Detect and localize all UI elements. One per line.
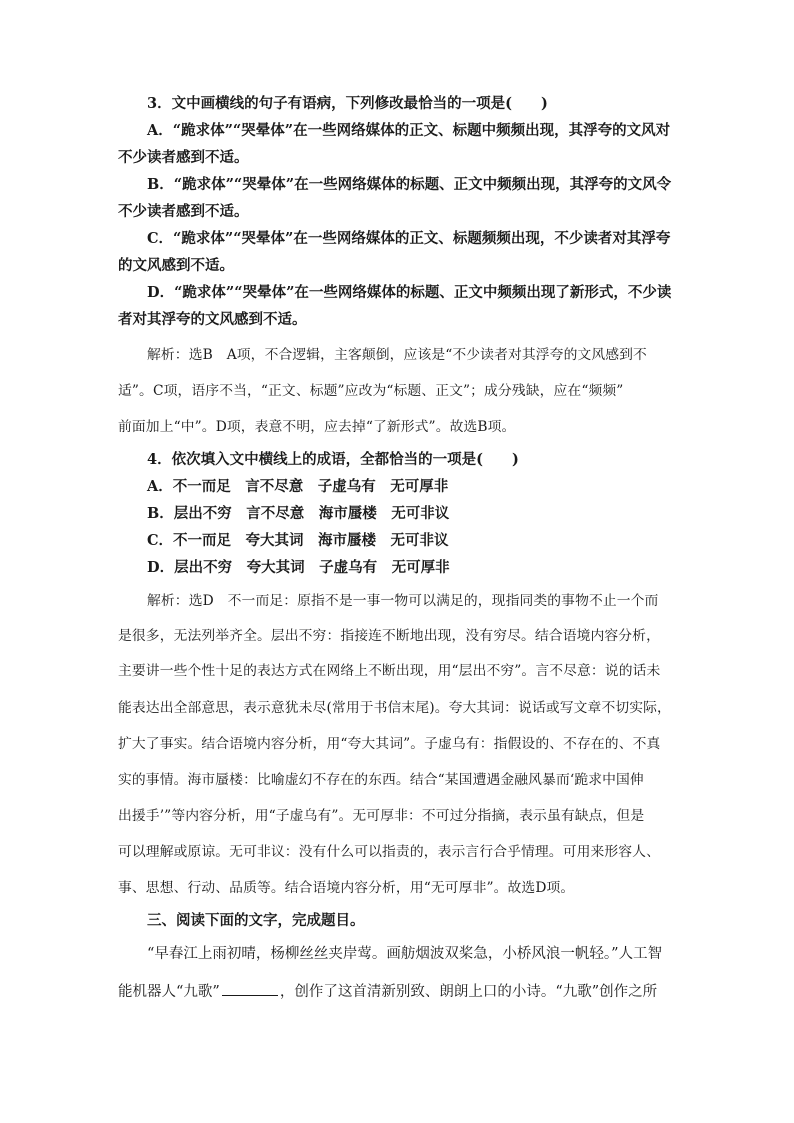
q3-explanation-line3: 前面加上“中”。D项，表意不明，应去掉“了新形式”。故选B项。 bbox=[118, 419, 516, 435]
q3-explanation-line1: 解析：选B A项，不合逻辑，主客颠倒，应该是“不少读者对其浮夸的文风感到不 bbox=[147, 347, 647, 363]
q3-option-d-line2: 者对其浮夸的文风感到不适。 bbox=[118, 311, 307, 328]
q3-explanation-line2: 适”。C项，语序不当，“正文、标题”应改为“标题、正文”；成分残缺，应在“频频” bbox=[118, 383, 624, 399]
q4-stem: 4．依次填入文中横线上的成语，全都恰当的一项是( ) bbox=[147, 451, 519, 468]
q4-explanation-line2: 是很多，无法列举齐全。层出不穷：指接连不断地出现，没有穷尽。结合语境内容分析， bbox=[118, 628, 660, 644]
answer-blank bbox=[222, 981, 278, 996]
q3-option-a-line1: A．“跪求体”“哭晕体”在一些网络媒体的正文、标题中频频出现，其浮夸的文风对 bbox=[147, 122, 671, 139]
section-heading: 三、阅读下面的文字，完成题目。 bbox=[147, 912, 365, 929]
q4-explanation-line3: 主要讲一些个性十足的表达方式在网络上不断出现，用“层出不穷”。言不尽意：说的话未 bbox=[118, 663, 661, 679]
q4-explanation-line8: 可以理解或原谅。无可非议：没有什么可以指责的，表示言行合乎情理。可用来形容人、 bbox=[118, 844, 660, 860]
q4-explanation-line4: 能表达出全部意思，表示意犹未尽(常用于书信末尾)。夸大其词：说话或写文章不切实际， bbox=[118, 700, 671, 716]
passage-line2-end: ，创作了这首清新别致、朗朗上口的小诗。“九歌”创作之所 bbox=[279, 984, 658, 1000]
q4-option-b: B．层出不穷 言不尽意 海市蜃楼 无可非议 bbox=[147, 505, 450, 522]
q3-option-c-line1: C．“跪求体”“哭晕体”在一些网络媒体的正文、标题频频出现，不少读者对其浮夸 bbox=[147, 230, 671, 247]
q4-option-c: C．不一而足 夸大其词 海市蜃楼 无可非议 bbox=[147, 532, 449, 549]
q4-explanation-line1: 解析：选D 不一而足：原指不是一事一物可以满足的，现指同类的事物不止一个而 bbox=[147, 593, 659, 609]
q3-option-b-line1: B．“跪求体”“哭晕体”在一些网络媒体的标题、正文中频频出现，其浮夸的文风令 bbox=[147, 176, 672, 193]
passage-line1: “早春江上雨初晴，杨柳丝丝夹岸莺。画舫烟波双桨急，小桥风浪一帆轻。”人工智 bbox=[147, 946, 663, 962]
q4-explanation-line7: 出援手’”等内容分析，用“子虚乌有”。无可厚非：不可过分指摘，表示虽有缺点，但是 bbox=[118, 808, 645, 824]
q3-option-a-line2: 不少读者感到不适。 bbox=[118, 149, 249, 166]
q3-option-d-line1: D．“跪求体”“哭晕体”在一些网络媒体的标题、正文中频频出现了新形式，不少读 bbox=[147, 284, 672, 301]
q4-option-a: A．不一而足 言不尽意 子虚乌有 无可厚非 bbox=[147, 478, 449, 495]
q4-explanation-line9: 事、思想、行动、品质等。结合语境内容分析，用“无可厚非”。故选D项。 bbox=[118, 880, 575, 896]
q3-option-c-line2: 的文风感到不适。 bbox=[118, 257, 234, 274]
q3-option-b-line2: 不少读者感到不适。 bbox=[118, 203, 249, 220]
q4-explanation-line6: 实的事情。海市蜃楼：比喻虚幻不存在的东西。结合“某国遭遇金融风暴而‘跪求中国伸 bbox=[118, 772, 644, 788]
passage-line2-start: 能机器人“九歌” bbox=[118, 984, 220, 1000]
passage-line2 bbox=[118, 981, 678, 1001]
q4-explanation-line5: 扩大了事实。结合语境内容分析，用“夸大其词”。子虚乌有：指假设的、不存在的、不真 bbox=[118, 736, 661, 752]
q3-stem: 3．文中画横线的句子有语病，下列修改最恰当的一项是( ) bbox=[147, 95, 548, 112]
q4-option-d: D．层出不穷 夸大其词 子虚乌有 无可厚非 bbox=[147, 559, 450, 576]
